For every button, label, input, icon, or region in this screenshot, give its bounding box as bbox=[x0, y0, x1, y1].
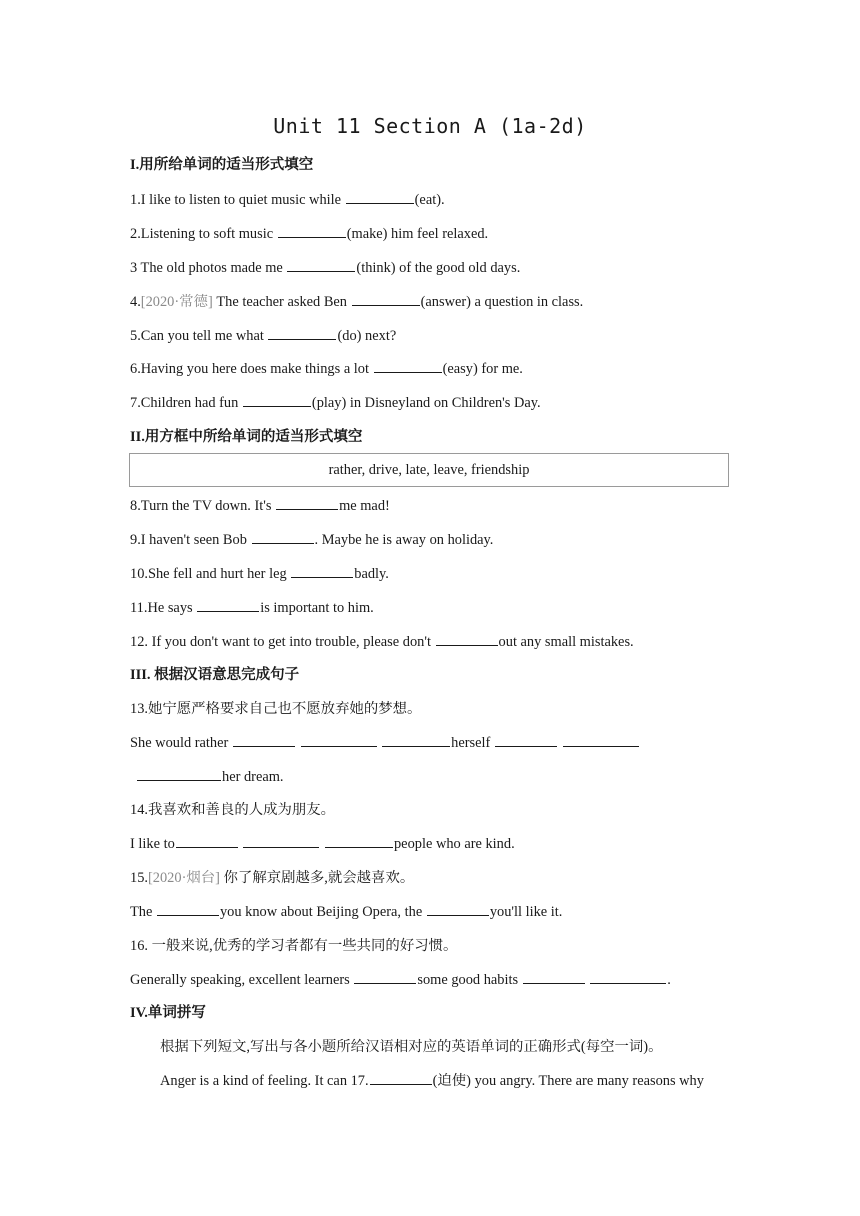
answer-blank[interactable] bbox=[243, 393, 311, 407]
answer-blank[interactable] bbox=[137, 767, 221, 781]
question-text: (think) of the good old days. bbox=[356, 260, 521, 276]
question-text: you know about Beijing Opera, the bbox=[219, 904, 426, 920]
section-2-heading: II.用方框中所给单词的适当形式填空 bbox=[130, 429, 363, 445]
question-13-continued bbox=[136, 767, 284, 787]
section-1-heading: I.用所给单词的适当形式填空 bbox=[130, 157, 314, 173]
question-text: 2.Listening to soft music bbox=[130, 226, 277, 242]
answer-blank[interactable] bbox=[563, 733, 639, 747]
source-tag: [2020·常德] bbox=[140, 294, 213, 310]
answer-blank[interactable] bbox=[276, 496, 338, 510]
question-text: 9.I haven't seen Bob bbox=[130, 532, 251, 548]
question-text: 3 The old photos made me bbox=[130, 260, 287, 276]
question-13 bbox=[130, 733, 640, 753]
question-text: 10.She fell and hurt her leg bbox=[130, 566, 291, 582]
question-3 bbox=[130, 258, 520, 278]
answer-blank[interactable] bbox=[243, 834, 319, 848]
question-text: (eat). bbox=[414, 192, 445, 208]
passage-text: Anger is a kind of feeling. It can 17. bbox=[160, 1073, 369, 1089]
question-text: 7.Children had fun bbox=[130, 395, 242, 411]
question-5 bbox=[130, 326, 396, 346]
passage-text: (迫使) you angry. There are many reasons why bbox=[432, 1073, 704, 1089]
answer-blank[interactable] bbox=[346, 190, 414, 204]
source-tag: [2020·烟台] bbox=[148, 870, 220, 886]
question-1 bbox=[130, 190, 445, 210]
question-16 bbox=[130, 970, 671, 990]
question-text: is important to him. bbox=[260, 600, 374, 616]
answer-blank[interactable] bbox=[268, 326, 336, 340]
question-14 bbox=[130, 834, 515, 854]
question-text: some good habits bbox=[417, 972, 522, 988]
answer-blank[interactable] bbox=[233, 733, 295, 747]
question-4 bbox=[130, 292, 583, 312]
question-text: her dream. bbox=[222, 769, 284, 785]
answer-blank[interactable] bbox=[252, 530, 314, 544]
answer-blank[interactable] bbox=[354, 970, 416, 984]
passage-line bbox=[160, 1071, 704, 1091]
answer-blank[interactable] bbox=[374, 359, 442, 373]
question-text: The bbox=[130, 904, 156, 920]
question-8 bbox=[130, 496, 390, 516]
question-text: 8.Turn the TV down. It's bbox=[130, 498, 276, 514]
answer-blank[interactable] bbox=[382, 733, 450, 747]
word-box bbox=[129, 453, 729, 487]
question-text: (play) in Disneyland on Children's Day. bbox=[311, 395, 541, 411]
question-text: . Maybe he is away on holiday. bbox=[314, 532, 494, 548]
answer-blank[interactable] bbox=[157, 902, 219, 916]
question-text: 6.Having you here does make things a lot bbox=[130, 361, 373, 377]
question-text: 12. If you don't want to get into trouble, please don't bbox=[130, 634, 435, 650]
answer-blank[interactable] bbox=[325, 834, 393, 848]
question-text: I like to bbox=[130, 836, 175, 852]
answer-blank[interactable] bbox=[590, 970, 666, 984]
answer-blank[interactable] bbox=[287, 258, 355, 272]
answer-blank[interactable] bbox=[523, 970, 585, 984]
answer-blank[interactable] bbox=[176, 834, 238, 848]
question-text: (easy) for me. bbox=[442, 361, 523, 377]
question-text: (do) next? bbox=[337, 328, 397, 344]
question-2 bbox=[130, 224, 488, 244]
question-text: She would rather bbox=[130, 735, 232, 751]
answer-blank[interactable] bbox=[427, 902, 489, 916]
question-11 bbox=[130, 598, 374, 618]
question-12 bbox=[130, 632, 634, 652]
section-3-heading: III. 根据汉语意思完成句子 bbox=[130, 667, 300, 683]
question-text: The teacher asked Ben bbox=[212, 294, 351, 310]
question-text: you'll like it. bbox=[489, 904, 563, 920]
answer-blank[interactable] bbox=[436, 632, 498, 646]
page-title: Unit 11 Section A (1a-2d) bbox=[273, 114, 587, 138]
answer-blank[interactable] bbox=[278, 224, 346, 238]
answer-blank[interactable] bbox=[352, 292, 420, 306]
question-text: (answer) a question in class. bbox=[420, 294, 584, 310]
question-text: 11.He says bbox=[130, 600, 197, 616]
section-4-heading: IV.单词拼写 bbox=[130, 1005, 206, 1021]
question-text: 你了解京剧越多,就会越喜欢。 bbox=[219, 870, 415, 886]
question-number: 4. bbox=[130, 294, 141, 310]
question-15-chinese bbox=[130, 868, 414, 888]
section-4-instruction: 根据下列短文,写出与各小题所给汉语相对应的英语单词的正确形式(每空一词)。 bbox=[160, 1039, 663, 1055]
question-7 bbox=[130, 393, 541, 413]
question-number: 15. bbox=[130, 870, 148, 886]
question-text: Generally speaking, excellent learners bbox=[130, 972, 354, 988]
question-text: . bbox=[667, 972, 671, 988]
question-text: 5.Can you tell me what bbox=[130, 328, 268, 344]
question-text: people who are kind. bbox=[393, 836, 515, 852]
answer-blank[interactable] bbox=[495, 733, 557, 747]
question-text: herself bbox=[451, 735, 494, 751]
answer-blank[interactable] bbox=[370, 1071, 432, 1085]
question-6 bbox=[130, 359, 523, 379]
question-15 bbox=[130, 902, 562, 922]
question-10 bbox=[130, 564, 389, 584]
question-14-chinese: 14.我喜欢和善良的人成为朋友。 bbox=[130, 802, 336, 818]
answer-blank[interactable] bbox=[301, 733, 377, 747]
answer-blank[interactable] bbox=[291, 564, 353, 578]
question-text: out any small mistakes. bbox=[498, 634, 634, 650]
question-9 bbox=[130, 530, 493, 550]
question-16-chinese: 16. 一般来说,优秀的学习者都有一些共同的好习惯。 bbox=[130, 938, 458, 954]
question-text: badly. bbox=[354, 566, 389, 582]
answer-blank[interactable] bbox=[197, 598, 259, 612]
question-text: 1.I like to listen to quiet music while bbox=[130, 192, 345, 208]
question-text: (make) him feel relaxed. bbox=[346, 226, 489, 242]
question-13-chinese: 13.她宁愿严格要求自己也不愿放弃她的梦想。 bbox=[130, 701, 422, 717]
question-text: me mad! bbox=[339, 498, 390, 514]
word-box-text: rather, drive, late, leave, friendship bbox=[328, 461, 530, 478]
